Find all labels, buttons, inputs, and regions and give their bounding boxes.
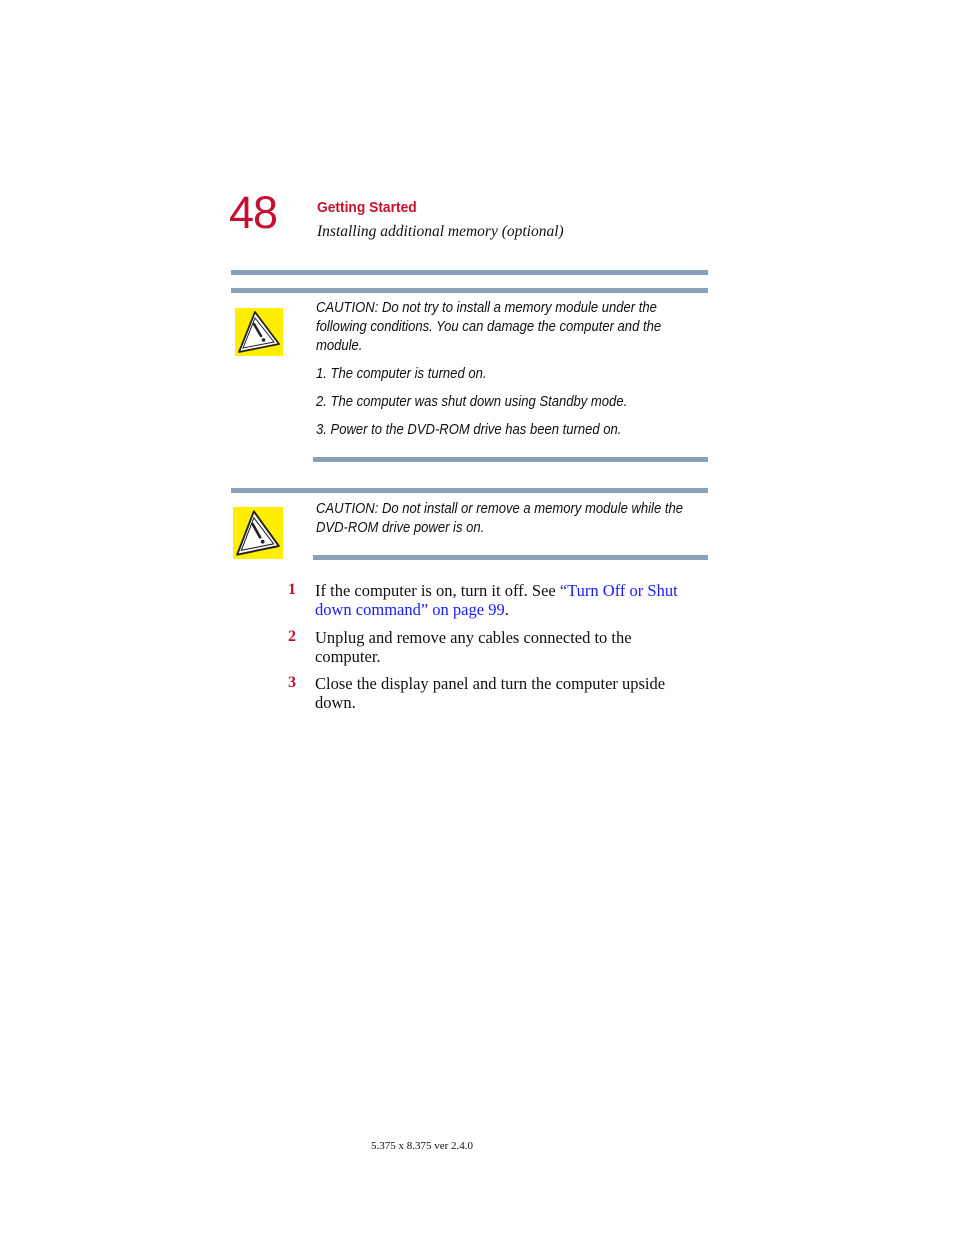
caution1-top-rule [231, 288, 708, 293]
section-subtitle: Installing additional memory (optional) [317, 223, 564, 240]
caution-icon [233, 507, 283, 559]
footer-version: 5.375 x 8.375 ver 2.4.0 [371, 1140, 474, 1152]
step-text: Close the display panel and turn the computer upside down. [315, 674, 666, 712]
caution2-bottom-rule [313, 555, 708, 560]
section-title: Getting Started [317, 199, 417, 216]
caution1-line: following conditions. You can damage the computer and the [316, 319, 662, 335]
caution-icon [235, 308, 283, 356]
caution1-line: module. [316, 338, 363, 354]
caution1-bottom-rule [313, 457, 708, 462]
step-text-before: If the computer is on, turn it off. See [315, 581, 560, 600]
page-number: 48 [229, 187, 278, 238]
caution1-item-1: 1. The computer is turned on. [316, 366, 487, 382]
caution1-line: CAUTION: Do not try to install a memory module under the [316, 300, 657, 316]
step-text-after: . [504, 600, 509, 619]
step-number: 1 [288, 581, 296, 598]
header-rule [231, 270, 708, 275]
caution2-line: DVD-ROM drive power is on. [316, 520, 485, 536]
caution1-item-3: 3. Power to the DVD-ROM drive has been turned on. [316, 422, 622, 438]
caution2-text [316, 500, 712, 538]
cross-reference-link[interactable]: “Turn Off or Shut down command” on page 99 [315, 581, 678, 619]
step-number: 3 [288, 674, 296, 691]
step-text: Unplug and remove any cables connected to the computer. [315, 628, 632, 666]
caution1-text [316, 299, 712, 356]
caution2-line: CAUTION: Do not install or remove a memory module while the [316, 501, 683, 517]
caution2-top-rule [231, 488, 708, 493]
step-text [315, 581, 715, 619]
caution1-item-2: 2. The computer was shut down using Standby mode. [316, 394, 628, 410]
step-number: 2 [288, 628, 296, 645]
